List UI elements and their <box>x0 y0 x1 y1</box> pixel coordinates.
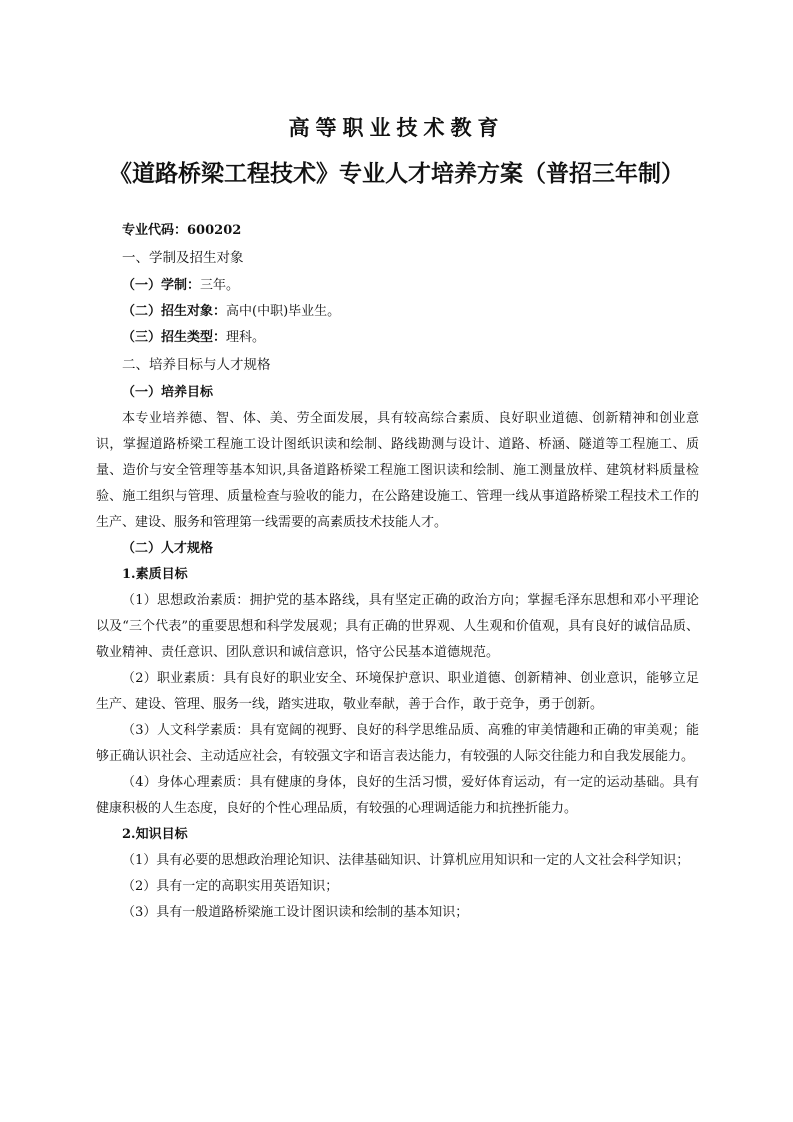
major-code-label: 专业代码： <box>122 223 188 238</box>
quality-item: （1）思想政治素质：拥护党的基本路线，具有坚定正确的政治方向；掌握毛泽东思想和邓小平理论以及“三个代表”的重要思想和科学发展观；具有正确的世界观、人生观和价值观，具有良好的诚信品质、敬业精神、责任意识、团队意识和诚信意识，恪守公民基本道德规范。 <box>96 593 699 660</box>
document-title-line2: 《道路桥梁工程技术》专业人才培养方案（普招三年制） <box>109 161 684 187</box>
item-label: （三）招生类型： <box>122 330 227 345</box>
knowledge-item: （3）具有一般道路桥梁施工设计图识读和绘制的基本知识； <box>122 905 469 920</box>
subsection-heading: （二）人才规格 <box>122 541 214 556</box>
item-label: （二）招生对象： <box>122 304 227 319</box>
quality-goal-heading: 1.素质目标 <box>122 567 188 582</box>
major-code <box>96 218 699 244</box>
item-value: 三年。 <box>200 278 240 293</box>
document-body <box>96 218 699 926</box>
section1-item <box>96 325 699 351</box>
item-label: （一）学制： <box>122 278 201 293</box>
document-title-line1: 高等职业技术教育 <box>288 116 505 140</box>
section1-item <box>96 299 699 325</box>
subsection-heading: （一）培养目标 <box>122 385 214 400</box>
knowledge-item: （2）具有一定的高职实用英语知识； <box>122 879 339 894</box>
section2-heading: 二、培养目标与人才规格 <box>122 357 271 373</box>
item-value: 理科。 <box>226 330 266 345</box>
major-code-value: 600202 <box>187 223 242 238</box>
item-value: 高中(中职)毕业生。 <box>226 304 341 319</box>
quality-item: （4）身体心理素质：具有健康的身体，良好的生活习惯，爱好体育运动，有一定的运动基础。具有健康积极的人生态度，良好的个性心理品质，有较强的心理调适能力和抗挫折能力。 <box>96 775 699 816</box>
knowledge-item: （1）具有必要的思想政治理论知识、法律基础知识、计算机应用知识和一定的人文社会科学知识； <box>122 853 690 868</box>
quality-item: （2）职业素质：具有良好的职业安全、环境保护意识、职业道德、创新精神、创业意识，能够立足生产、建设、管理、服务一线，踏实进取，敬业奉献，善于合作，敢于竞争，勇于创新。 <box>96 671 699 712</box>
knowledge-goal-heading: 2.知识目标 <box>122 827 188 842</box>
section1-item <box>96 273 699 299</box>
section1-heading: 一、学制及招生对象 <box>122 250 244 266</box>
quality-item: （3）人文科学素质：具有宽阔的视野、良好的科学思维品质、高雅的审美情趣和正确的审美观；能够正确认识社会、主动适应社会，有较强文字和语言表达能力，有较强的人际交往能力和自我发展能力。 <box>96 723 699 764</box>
training-goal-paragraph: 本专业培养德、智、体、美、劳全面发展，具有较高综合素质、良好职业道德、创新精神和创业意识，掌握道路桥梁工程施工设计图纸识读和绘制、路线勘测与设计、道路、桥涵、隧道等工程施工、质量、造价与安全管理等基本知识,具备道路桥梁工程施工图识读和绘制、施工测量放样、建筑材料质量检验、施工组织与管理、质量检查与验收的能力，在公路建设施工、管理一线从事道路桥梁工程技术工作的生产、建设、服务和管理第一线需要的高素质技术技能人才。 <box>96 411 699 530</box>
